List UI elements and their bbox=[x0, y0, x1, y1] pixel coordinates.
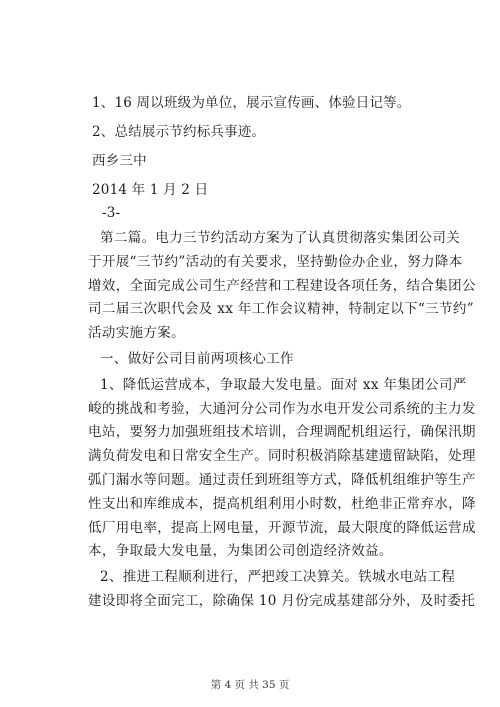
paragraph-line: 满负荷发电和日常安全生产。同时积极消除基建遗留缺陷，处理 bbox=[88, 448, 476, 465]
section-heading: 一、做好公司目前两项核心工作 bbox=[100, 350, 294, 367]
paragraph-line: 活动实施方案。 bbox=[88, 325, 185, 342]
paragraph-line: 电站，要努力加强班组技术培训，合理调配机组运行，确保汛期 bbox=[88, 424, 476, 441]
paragraph-line: 峻的挑战和考验，大通河分公司作为水电开发公司系统的主力发 bbox=[88, 400, 476, 417]
signature-school: 西乡三中 bbox=[92, 153, 147, 169]
paragraph-line: 建设即将全面完工，除确保 10 月份完成基建部分外，及时委托 bbox=[88, 592, 476, 609]
paragraph-line: 1、降低运营成本，争取最大发电量。面对 xx 年集团公司严 bbox=[100, 376, 467, 393]
paragraph-line: 第二篇。电力三节约活动方案为了认真贯彻落实集团公司关 bbox=[100, 230, 461, 246]
page-footer: 第 4 页 共 35 页 bbox=[210, 679, 290, 691]
paragraph-line: 性支出和库维成本，提高机组利用小时数，杜绝非正常弃水，降 bbox=[88, 495, 476, 512]
page-marker: -3- bbox=[102, 205, 121, 221]
paragraph-line: 本，争取最大发电量，为集团公司创造经济效益。 bbox=[88, 543, 393, 560]
paragraph-line: 于开展“三节约”活动的有关要求，坚持勤俭办企业，努力降本 bbox=[88, 253, 463, 270]
signature-date: 2014 年 1 月 2 日 bbox=[92, 182, 209, 198]
document-content bbox=[88, 92, 476, 614]
list-item-2: 2、总结展示节约标兵事迹。 bbox=[92, 124, 266, 140]
paragraph-line: 司二届三次职代会及 xx 年工作会议精神，特制定以下“三节约” bbox=[88, 301, 474, 318]
paragraph-line: 增效，全面完成公司生产经营和工程建设各项任务，结合集团公 bbox=[88, 277, 476, 294]
paragraph-line: 弧门漏水等问题。通过责任到班组等方式，降低机组维护等生产 bbox=[88, 471, 476, 488]
list-item-1: 1、16 周以班级为单位，展示宣传画、体验日记等。 bbox=[92, 95, 411, 111]
paragraph-line: 2、推进工程顺利进行，严把竣工决算关。铁城水电站工程 bbox=[100, 569, 456, 586]
paragraph-line: 低厂用电率，提高上网电量，开源节流，最大限度的降低运营成 bbox=[88, 519, 476, 536]
